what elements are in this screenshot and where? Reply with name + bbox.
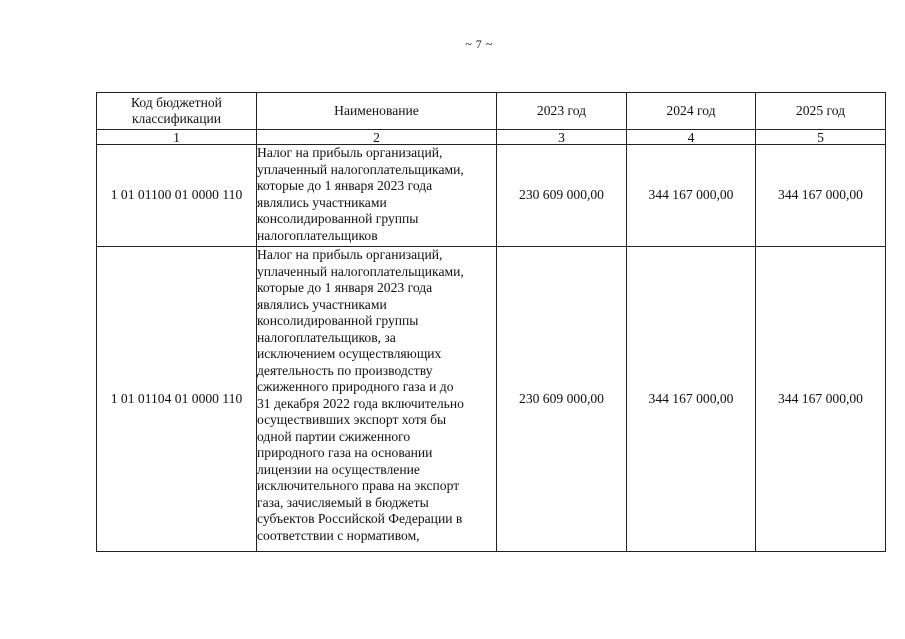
tax-name-line: природного газа на основании xyxy=(257,445,433,460)
tax-name-line: которые до 1 января 2023 года xyxy=(257,280,433,295)
tax-name-line: 31 декабря 2022 года включительно xyxy=(257,395,464,411)
header-code: Код бюджетной классификации xyxy=(97,93,257,130)
amount-2024: 344 167 000,00 xyxy=(627,247,756,552)
budget-code: 1 01 01104 01 0000 110 xyxy=(97,247,257,552)
amount-2023: 230 609 000,00 xyxy=(497,247,627,552)
column-number: 4 xyxy=(627,130,756,145)
table-row xyxy=(97,247,886,552)
tax-name-line: налогоплательщиков xyxy=(257,227,378,243)
header-2025: 2025 год xyxy=(756,93,886,130)
column-number: 5 xyxy=(756,130,886,145)
table-header-row xyxy=(97,93,886,130)
tax-name-line: сжиженного природного газа и до xyxy=(257,379,454,394)
amount-2023: 230 609 000,00 xyxy=(497,145,627,247)
amount-2025: 344 167 000,00 xyxy=(756,145,886,247)
header-2023: 2023 год xyxy=(497,93,627,130)
column-number: 3 xyxy=(497,130,627,145)
header-2024: 2024 год xyxy=(627,93,756,130)
tax-name-line: являлись участниками xyxy=(257,194,387,210)
page-number: ~ 7 ~ xyxy=(465,37,493,51)
tax-name-line: налогоплательщиков, за xyxy=(257,329,396,345)
column-number: 1 xyxy=(97,130,257,145)
column-number-row xyxy=(97,130,886,145)
amount-2024: 344 167 000,00 xyxy=(627,145,756,247)
column-number: 2 xyxy=(257,130,497,145)
table-row xyxy=(97,145,886,247)
tax-name-line: уплаченный налогоплательщиками, xyxy=(257,263,464,279)
tax-name-line: деятельность по производству xyxy=(257,362,433,378)
budget-table xyxy=(96,92,886,552)
tax-name xyxy=(257,247,497,552)
tax-name-line: соответствии с нормативом, xyxy=(257,527,420,543)
tax-name-line: консолидированной группы xyxy=(257,313,419,328)
tax-name-line: газа, зачисляемый в бюджеты xyxy=(257,494,429,510)
tax-name-line: консолидированной группы xyxy=(257,211,419,226)
tax-name-line: лицензии на осуществление xyxy=(257,461,420,477)
tax-name xyxy=(257,145,497,247)
tax-name-line: исключительного права на экспорт xyxy=(257,478,460,493)
tax-name-line: являлись участниками xyxy=(257,296,387,312)
amount-2025: 344 167 000,00 xyxy=(756,247,886,552)
tax-name-line: уплаченный налогоплательщиками, xyxy=(257,161,464,177)
tax-name-line: одной партии сжиженного xyxy=(257,428,411,444)
tax-name-line: Налог на прибыль организаций, xyxy=(257,145,443,160)
tax-name-line: исключением осуществляющих xyxy=(257,346,442,361)
header-name: Наименование xyxy=(257,93,497,130)
tax-name-line: которые до 1 января 2023 года xyxy=(257,178,433,193)
tax-name-line: Налог на прибыль организаций, xyxy=(257,247,443,262)
budget-code: 1 01 01100 01 0000 110 xyxy=(97,145,257,247)
tax-name-line: субъектов Российской Федерации в xyxy=(257,511,463,526)
tax-name-line: осуществивших экспорт хотя бы xyxy=(257,412,447,427)
